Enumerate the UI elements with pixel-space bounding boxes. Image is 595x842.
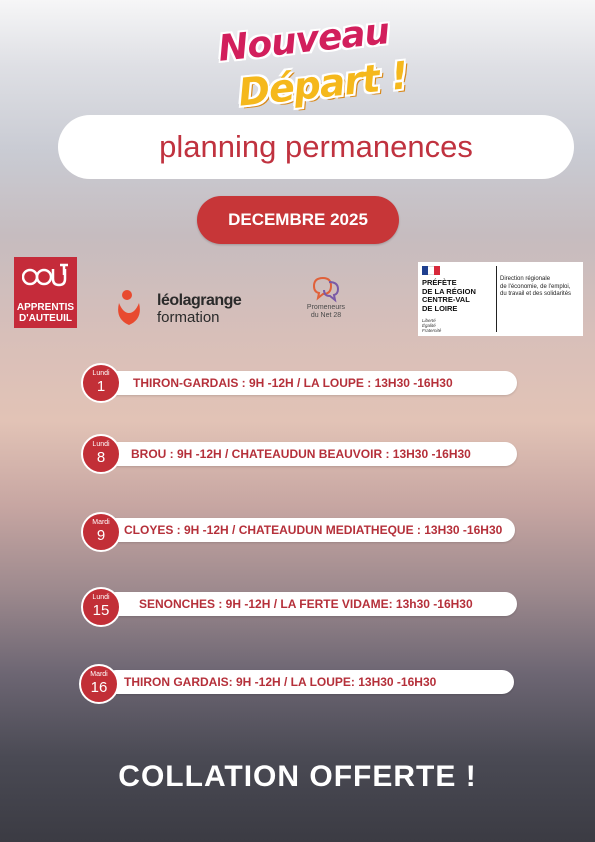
- motto-line-2: Égalité: [422, 323, 436, 328]
- direction-line-3: du travail et des solidarités: [500, 291, 572, 297]
- brand-line-1: Nouveau: [216, 11, 391, 70]
- day-badge: [81, 512, 121, 552]
- leo-line-2: formation: [157, 309, 220, 326]
- day-badge: [81, 434, 121, 474]
- schedule-text: BROU : 9H -12H / CHATEAUDUN BEAUVOIR : 13H30 -16H30: [131, 447, 471, 461]
- promeneurs-line-1: Promeneurs: [306, 304, 346, 311]
- day-number: 16: [90, 679, 108, 696]
- month-badge: [197, 196, 399, 244]
- day-name: Lundi: [92, 370, 110, 377]
- day-name: Mardi: [92, 519, 110, 526]
- schedule-text: CLOYES : 9H -12H / CHATEAUDUN MEDIATHEQUE : 13H30 -16H30: [124, 523, 503, 537]
- day-name: Mardi: [90, 671, 108, 678]
- motto-line-3: Fraternité: [422, 328, 442, 333]
- prefecture-logo: [418, 262, 583, 336]
- schedule-text: SENONCHES : 9H -12H / LA FERTE VIDAME: 13h30 -16H30: [139, 597, 473, 611]
- nouveau-depart-logo: [208, 11, 410, 118]
- day-name: Lundi: [92, 594, 110, 601]
- month-label: DECEMBRE 2025: [228, 210, 368, 229]
- prefecture-title: [422, 279, 492, 313]
- day-badge: [81, 587, 121, 627]
- brand-line-2: Départ !: [236, 53, 410, 115]
- speech-bubbles-icon: [311, 274, 341, 304]
- leo-line-1: léolagrange: [157, 292, 242, 309]
- apprentis-auteuil-logo: [14, 257, 77, 328]
- title-banner: [58, 115, 574, 179]
- prefecture-line-2: DE LA RÉGION: [422, 286, 476, 296]
- schedule-text: THIRON GARDAIS: 9H -12H / LA LOUPE: 13H30 -16H30: [124, 675, 437, 689]
- direction-line-2: de l'économie, de l'emploi,: [500, 283, 571, 290]
- promeneurs-line-2: du Net 28: [310, 312, 342, 319]
- prefecture-divider: [496, 266, 497, 332]
- direction-line-1: Direction régionale: [500, 276, 551, 282]
- day-badge: [79, 664, 119, 704]
- direction-text: [500, 276, 582, 299]
- day-badge: [81, 363, 121, 403]
- schedule-row: [104, 442, 517, 466]
- schedule-row: [104, 670, 514, 694]
- day-number: 15: [92, 602, 110, 619]
- prefecture-line-3: CENTRE-VAL: [422, 295, 470, 304]
- leo-lagrange-mark-icon: [113, 289, 149, 327]
- prefecture-line-1: PRÉFÈTE: [422, 278, 457, 287]
- apprentis-line-2: D'AUTEUIL: [19, 313, 72, 324]
- footer-text: COLLATION OFFERTE !: [118, 760, 477, 793]
- apprentis-mark-icon: [22, 263, 69, 289]
- french-flag-icon: [422, 266, 440, 275]
- promeneurs-du-net-logo: [296, 274, 356, 326]
- day-number: 8: [96, 449, 106, 466]
- motto-line-1: Liberté: [422, 318, 436, 323]
- schedule-row: [102, 518, 515, 542]
- footer-banner: [0, 760, 595, 794]
- page-title: planning permanences: [159, 129, 473, 164]
- day-name: Lundi: [92, 441, 110, 448]
- apprentis-line-1: APPRENTIS: [16, 302, 75, 313]
- schedule-row: [104, 371, 517, 395]
- leo-lagrange-logo: [113, 289, 253, 329]
- schedule-text: THIRON-GARDAIS : 9H -12H / LA LOUPE : 13H30 -16H30: [133, 376, 453, 390]
- day-number: 9: [96, 527, 106, 544]
- day-number: 1: [96, 378, 106, 395]
- schedule-row: [104, 592, 517, 616]
- prefecture-line-4: DE LOIRE: [422, 303, 458, 313]
- prefecture-motto: [422, 318, 462, 333]
